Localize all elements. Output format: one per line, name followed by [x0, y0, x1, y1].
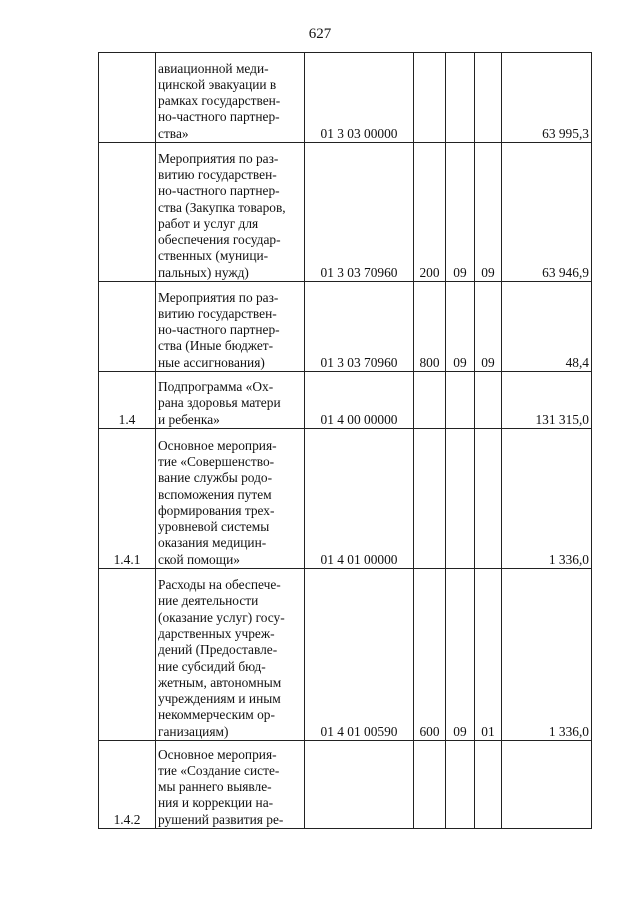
expense-type-code [414, 429, 446, 569]
section-code: 09 [446, 143, 475, 282]
amount: 1 336,0 [502, 569, 592, 741]
amount: 48,4 [502, 282, 592, 372]
section-code: 09 [446, 569, 475, 741]
subsection-code [475, 53, 502, 143]
amount: 63 995,3 [502, 53, 592, 143]
expense-type-code [414, 53, 446, 143]
table-row [99, 741, 592, 829]
row-name: Мероприятия по раз- витию государствен- но-частного партнер- ства (Закупка товаров, работ и услуг для обеспечения государ- ственных (муници- пальных) нужд) [156, 143, 305, 282]
subsection-code [475, 429, 502, 569]
row-name: Основное мероприя- тие «Создание систе- мы раннего выявле- ния и коррекции на- рушений развития ре- [156, 741, 305, 829]
table-row [99, 372, 592, 429]
amount [502, 741, 592, 829]
target-article-code: 01 4 00 00000 [305, 372, 414, 429]
table-row [99, 429, 592, 569]
table-body [99, 53, 592, 829]
row-name: Подпрограмма «Ох- рана здоровья матери и ребенка» [156, 372, 305, 429]
amount: 63 946,9 [502, 143, 592, 282]
expense-type-code [414, 372, 446, 429]
table-row [99, 143, 592, 282]
expense-type-code: 600 [414, 569, 446, 741]
target-article-code: 01 4 01 00000 [305, 429, 414, 569]
section-code [446, 429, 475, 569]
row-name: Расходы на обеспече- ние деятельности (оказание услуг) госу- дарственных учреж- дений (Предоставле- ние субсидий бюд- жетным, автономным учреждениям и иным некоммерческим ор- ганизациям) [156, 569, 305, 741]
section-code [446, 53, 475, 143]
row-name: Мероприятия по раз- витию государствен- но-частного партнер- ства (Иные бюджет- ные ассигнования) [156, 282, 305, 372]
section-code: 09 [446, 282, 475, 372]
section-code [446, 372, 475, 429]
expense-type-code: 800 [414, 282, 446, 372]
target-article-code: 01 3 03 70960 [305, 282, 414, 372]
row-name: авиационной меди- цинской эвакуации в рамках государствен- но-частного партнер- ства» [156, 53, 305, 143]
page-number: 627 [308, 26, 332, 42]
subsection-code [475, 372, 502, 429]
row-number: 1.4.1 [99, 429, 156, 569]
row-number [99, 53, 156, 143]
expense-type-code: 200 [414, 143, 446, 282]
expense-type-code [414, 741, 446, 829]
row-number [99, 282, 156, 372]
table-row [99, 53, 592, 143]
row-number: 1.4.2 [99, 741, 156, 829]
row-name: Основное мероприя- тие «Совершенство- вание службы родо- вспоможения путем формирования трех- уровневой системы оказания медицин- ской помощи» [156, 429, 305, 569]
target-article-code: 01 3 03 70960 [305, 143, 414, 282]
budget-table [98, 52, 592, 829]
subsection-code [475, 741, 502, 829]
row-number [99, 143, 156, 282]
subsection-code: 09 [475, 143, 502, 282]
amount: 131 315,0 [502, 372, 592, 429]
table-row [99, 569, 592, 741]
table-row [99, 282, 592, 372]
row-number: 1.4 [99, 372, 156, 429]
row-number [99, 569, 156, 741]
subsection-code: 01 [475, 569, 502, 741]
section-code [446, 741, 475, 829]
amount: 1 336,0 [502, 429, 592, 569]
target-article-code: 01 3 03 00000 [305, 53, 414, 143]
target-article-code: 01 4 01 00590 [305, 569, 414, 741]
target-article-code [305, 741, 414, 829]
subsection-code: 09 [475, 282, 502, 372]
